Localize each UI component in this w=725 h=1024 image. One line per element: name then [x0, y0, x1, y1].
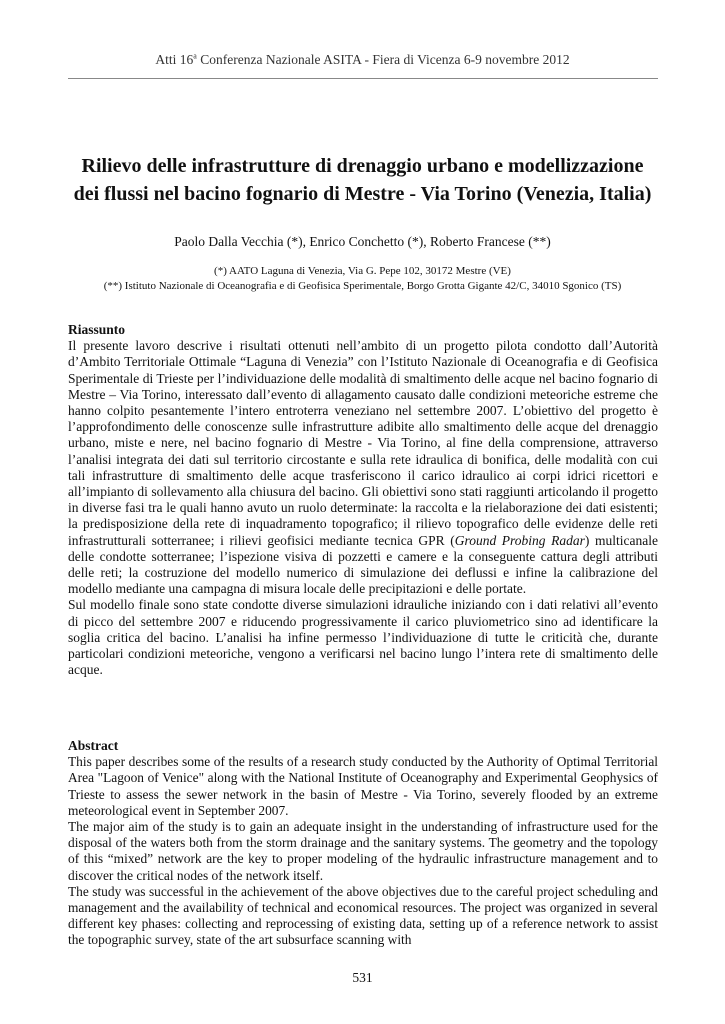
affiliation-2: (**) Istituto Nazionale di Oceanografia e di Geofisica Sperimentale, Borgo Grotta Gigante 42/C, 34010 Sgonico (TS) — [103, 280, 622, 292]
abstract-heading: Abstract — [68, 738, 119, 753]
header-prefix: Atti 16 — [155, 52, 194, 67]
running-header — [0, 52, 725, 68]
paper-title — [40, 152, 685, 208]
riassunto-p1-text-end: ) multicanale delle condotte sotterranee; l’ispezione visiva di pozzetti e camere e la conseguente cattura degli attributi delle reti; la costruzione del modello numerico di simulazione dei deflussi e infine la calibrazione del modello mediante una campagna di misura locale delle precipitazioni e delle portate. — [68, 532, 658, 597]
riassunto-section — [68, 322, 658, 678]
affiliations — [0, 264, 725, 294]
title-line-2: dei flussi nel bacino fognario di Mestre - Via Torino (Venezia, Italia) — [73, 183, 652, 205]
riassunto-p1-text: Il presente lavoro descrive i risultati ottenuti nell’ambito di un progetto pilota condotto dall’Autorità d’Ambito Territoriale Ottimale “Laguna di Venezia” con l’Istituto Nazionale di Oceanografia e di Geofisica Sperimentale di Trieste per l’individuazione delle modalità di smaltimento delle acque nel bacino fognario di Mestre – Via Torino, interessato dall’evento di allagamento causato dalle condizioni meteoriche estreme che hanno colpito pesantemente l’intero entroterra veneziano nel settembre 2007. L’obiettivo del progetto è l’approfondimento delle conoscenze sulle infrastrutture adibite allo smaltimento delle acque del drenaggio urbano, miste e nere, nel bacino fognario di Mestre - Via Torino, al fine della comprensione, attraverso l’analisi integrata dei dati sul territorio circostante e sulla rete idraulica di bonifica, delle modalità con cui tali infrastrutture di smaltimento delle acque trasferiscono il carico idraulico ai corpi idrici ricettori e all’impianto di sollevamento alla chiusura del bacino. Gli obiettivi sono stati raggiunti articolando il progetto in diverse fasi tra le quali hanno avuto un ruolo determinate: la raccolta e la rielaborazione dei dati esistenti; la predisposizione della rete di inquadramento topografico; il rilievo topografico delle evidenze delle reti infrastrutturali sotterranee; i rilievi geofisici mediante tecnica GPR ( — [68, 338, 658, 548]
header-suffix: Conferenza Nazionale ASITA - Fiera di Vicenza 6-9 novembre 2012 — [196, 52, 570, 67]
author-list: Paolo Dalla Vecchia (*), Enrico Conchetto (*), Roberto Francese (**) — [174, 234, 551, 249]
riassunto-p1-italic: Ground Probing Radar — [454, 532, 585, 548]
abstract-paragraph-1: This paper describes some of the results of a research study conducted by the Authority of Optimal Territorial Area "Lagoon of Venice" along with the National Institute of Oceanography and Experimental Geophysics of Trieste to assess the sewer network in the basin of Mestre - Via Torino, severely flooded by an extreme meteorological event in September 2007. — [68, 754, 658, 818]
affiliation-1: (*) AATO Laguna di Venezia, Via G. Pepe 102, 30172 Mestre (VE) — [214, 265, 511, 277]
abstract-paragraph-2: The major aim of the study is to gain an adequate insight in the understanding of infrastructure used for the disposal of the waters both from the storm drainage and the sanitary systems. The geometry and the topology of this “mixed” network are the key to proper modeling of the hydraulic infrastructure management and to discover the critical nodes of the network itself. — [68, 819, 658, 883]
riassunto-heading: Riassunto — [68, 322, 126, 337]
riassunto-paragraph-1 — [68, 338, 658, 597]
header-superscript: a — [193, 51, 197, 61]
abstract-section — [68, 738, 658, 949]
header-divider — [68, 78, 658, 79]
abstract-paragraph-3: The study was successful in the achievement of the above objectives due to the careful project scheduling and management and the availability of technical and economical resources. The project was organized in several different key phases: collecting and reprocessing of existing data, setting up of a reference network to assist the topographic survey, state of the art subsurface scanning with — [68, 883, 658, 948]
riassunto-paragraph-2: Sul modello finale sono state condotte diverse simulazioni idrauliche iniziando con i dati relativi all’evento di picco del settembre 2007 e riducendo progressivamente il carico pluviometrico sino ad identificare la soglia critica del bacino. L’analisi ha infine permesso l’individuazione di tutte le criticità che, durante particolari condizioni meteoriche, vengono a verificarsi nel bacino lungo l’intera rete di smaltimento delle acque. — [68, 597, 658, 678]
title-line-1: Rilievo delle infrastrutture di drenaggio urbano e modellizzazione — [81, 155, 644, 177]
page-number: 531 — [352, 970, 373, 985]
